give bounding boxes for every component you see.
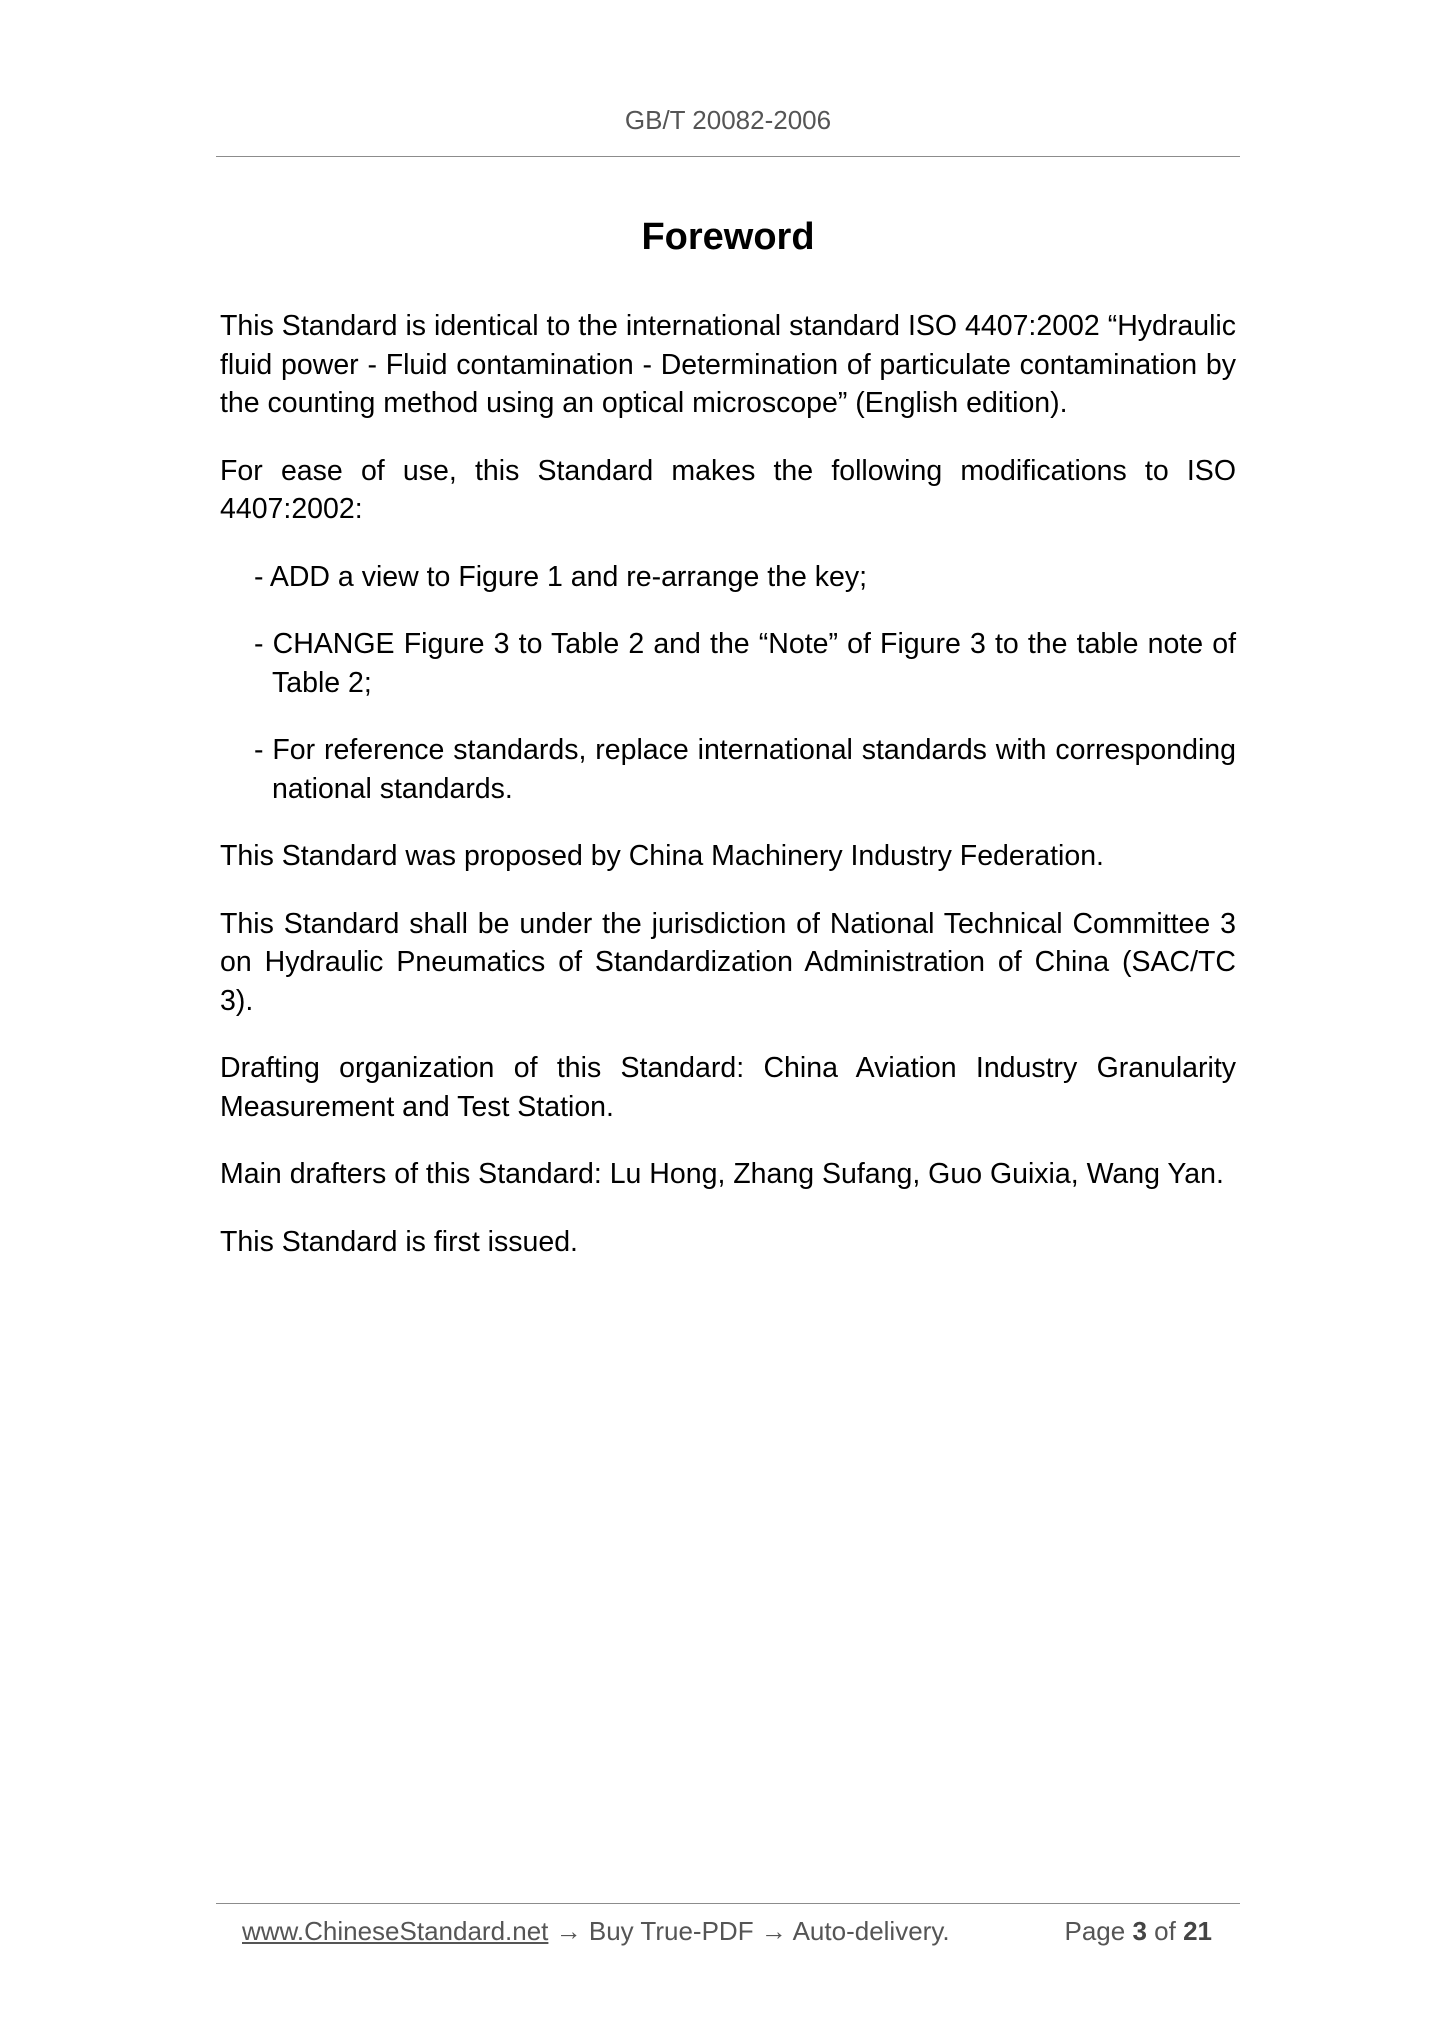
paragraph-main-drafters: Main drafters of this Standard: Lu Hong, Zhang Sufang, Guo Guixia, Wang Yan. bbox=[220, 1158, 1224, 1190]
page-indicator bbox=[1064, 1914, 1212, 1948]
paragraph-modifications-intro: For ease of use, this Standard makes the following modifications to ISO 4407:2002: bbox=[220, 454, 1236, 525]
list-item-add-view: - ADD a view to Figure 1 and re-arrange the key; bbox=[254, 560, 868, 593]
site-link[interactable]: www.ChineseStandard.net bbox=[242, 1916, 549, 1946]
foreword-body bbox=[220, 307, 1236, 1290]
page-current: 3 bbox=[1132, 1916, 1147, 1946]
page-header bbox=[216, 104, 1240, 157]
footer-promo bbox=[242, 1914, 950, 1948]
paragraph-proposed-by: This Standard was proposed by China Machinery Industry Federation. bbox=[220, 840, 1104, 872]
page-title: Foreword bbox=[641, 216, 815, 258]
standard-number: GB/T 20082-2006 bbox=[624, 105, 832, 135]
page-total: 21 bbox=[1183, 1916, 1212, 1946]
list-item-reference-standards: - For reference standards, replace international standards with corresponding national standards. bbox=[254, 734, 1236, 805]
paragraph-drafting-organization: Drafting organization of this Standard: China Aviation Industry Granularity Measurement and Test Station. bbox=[220, 1052, 1236, 1123]
page-footer bbox=[216, 1903, 1240, 1954]
paragraph-jurisdiction: This Standard shall be under the jurisdiction of National Technical Committee 3 on Hydraulic Pneumatics of Standardization Administration of China (SAC/TC 3). bbox=[220, 907, 1236, 1017]
footer-promo-text: → Buy True-PDF → Auto-delivery. bbox=[555, 1916, 950, 1946]
page-label: Page bbox=[1064, 1916, 1126, 1946]
paragraph-identical-standard: This Standard is identical to the international standard ISO 4407:2002 “Hydraulic fluid power - Fluid contamination - Determination of particulate contamination by the counting method using an optical microscope” (English edition). bbox=[220, 310, 1236, 419]
list-item-change-figure: - CHANGE Figure 3 to Table 2 and the “Note” of Figure 3 to the table note of Table 2; bbox=[254, 628, 1236, 699]
paragraph-first-issued: This Standard is first issued. bbox=[220, 1225, 578, 1258]
page-of: of bbox=[1154, 1916, 1176, 1946]
